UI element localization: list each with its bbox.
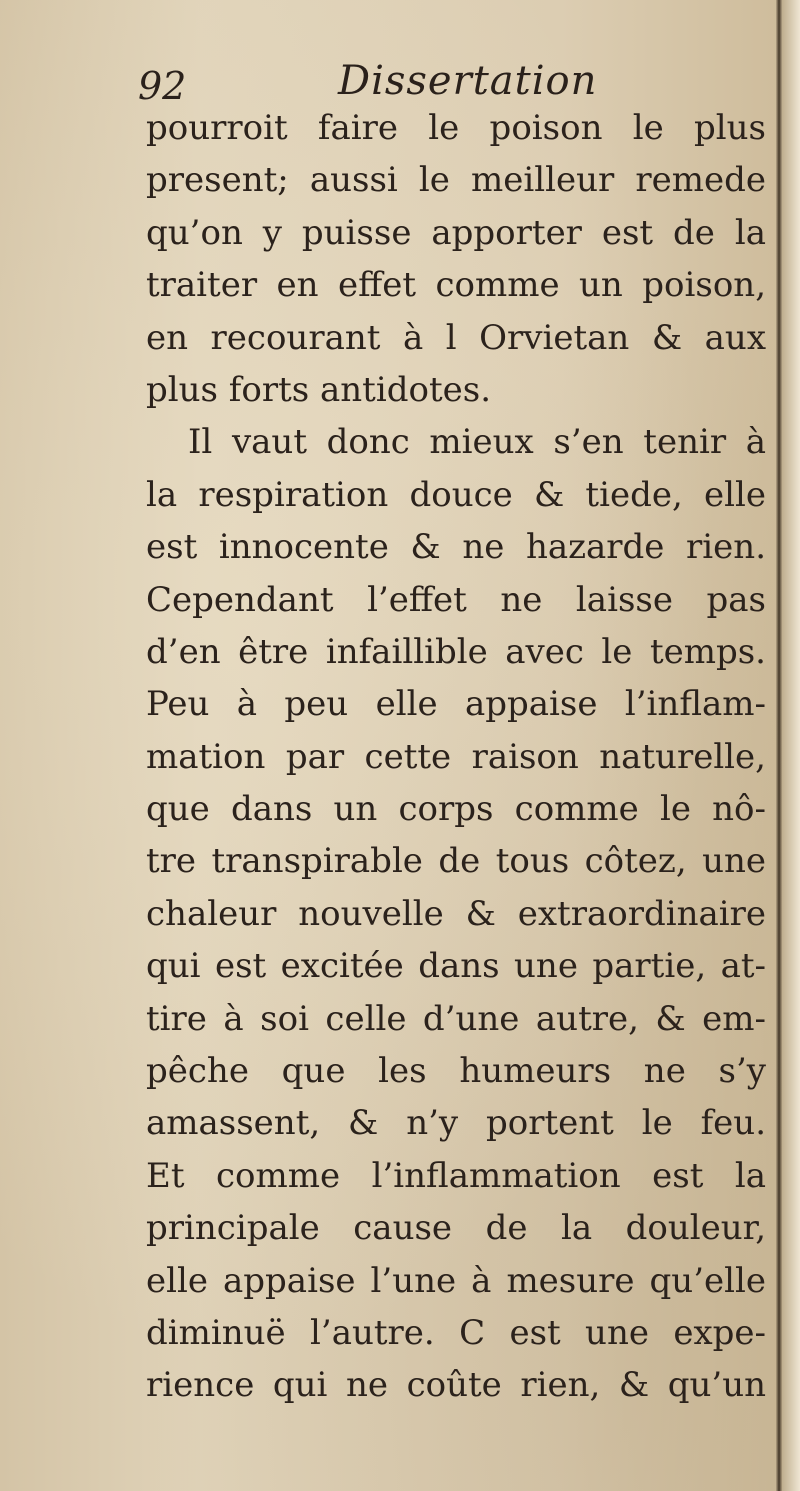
page-number: 92: [138, 64, 187, 108]
text-line: diminuë l’autre. C est une expe-: [146, 1312, 766, 1353]
body-text: [146, 102, 766, 1412]
binding-gutter: [776, 0, 782, 1491]
text-line: elle appaise l’une à mesure qu’elle: [146, 1260, 766, 1301]
text-line: rience qui ne coûte rien, & qu’un: [146, 1365, 766, 1406]
text-line: plus forts antidotes.: [146, 369, 491, 410]
text-line: pêche que les humeurs ne s’y: [146, 1051, 766, 1092]
text-line: amassent, & n’y portent le feu.: [146, 1103, 766, 1144]
text-line: tre transpirable de tous côtez, une: [146, 841, 766, 882]
text-line: mation par cette raison naturelle,: [146, 736, 766, 777]
text-line: que dans un corps comme le nô-: [146, 789, 766, 830]
page-header: [138, 58, 758, 106]
text-line: Et comme l’inflammation est la: [146, 1155, 766, 1196]
text-line: qui est excitée dans une partie, at-: [146, 946, 766, 987]
text-line: la respiration douce & tiede, elle: [146, 474, 766, 515]
text-line: Peu à peu elle appaise l’inflam-: [146, 684, 766, 725]
text-line: present; aussi le meilleur remede: [146, 160, 766, 201]
text-line: qu’on y puisse apporter est de la: [146, 212, 766, 253]
text-line: Il vaut donc mieux s’en tenir à: [188, 422, 766, 463]
text-line: chaleur nouvelle & extraordinaire: [146, 893, 766, 934]
text-line: en recourant à l Orvietan & aux: [146, 317, 766, 358]
text-line: tire à soi celle d’une autre, & em-: [146, 998, 766, 1039]
text-line: principale cause de la douleur,: [146, 1208, 766, 1249]
text-line: est innocente & ne hazarde rien.: [146, 527, 766, 568]
running-head: Dissertation: [338, 58, 598, 104]
page-edge: [782, 0, 800, 1491]
text-line: pourroit faire le poison le plus: [146, 108, 766, 148]
text-line: d’en être infaillible avec le temps.: [146, 631, 766, 672]
text-line: Cependant l’effet ne laisse pas: [146, 579, 766, 620]
text-line: traiter en effet comme un poison,: [146, 265, 766, 306]
